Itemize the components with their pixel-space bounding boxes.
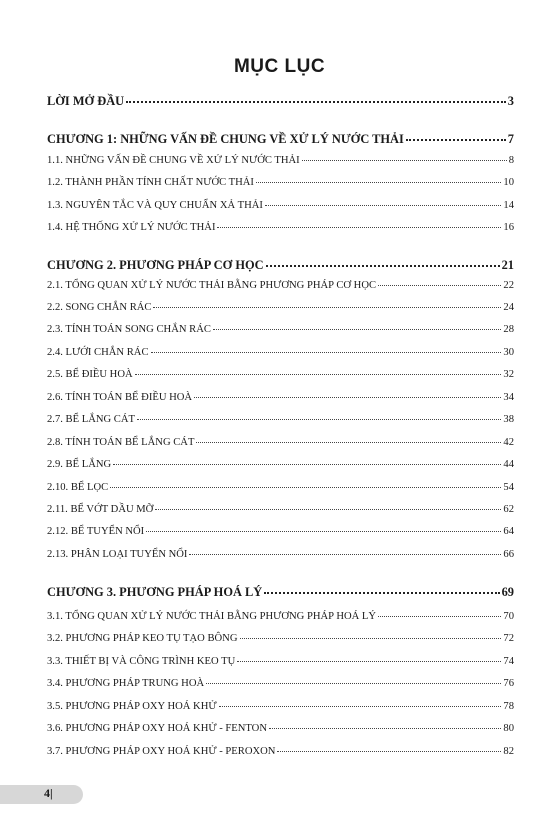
toc-leader-dots xyxy=(194,397,501,398)
page-number: 4| xyxy=(44,786,53,800)
toc-entry-label: 2.9. BỂ LẮNG xyxy=(47,459,112,470)
toc-entry-page: 66 xyxy=(503,549,514,560)
toc-chapter-entry xyxy=(47,132,514,147)
toc-leader-dots xyxy=(146,531,501,532)
toc-leader-dots xyxy=(240,638,502,639)
toc-entry-label: 2.10. BỂ LỌC xyxy=(47,482,109,493)
toc-entry-label: 2.8. TÍNH TOÁN BỂ LẮNG CÁT xyxy=(47,437,195,448)
toc-leader-dots xyxy=(378,285,501,286)
toc-entry-label: 1.1. NHỮNG VẤN ĐỀ CHUNG VỀ XỬ LÝ NƯỚC THẢI xyxy=(47,155,300,166)
toc-entry-page: 24 xyxy=(503,302,514,313)
toc-leader-dots xyxy=(213,329,501,330)
toc-leader-dots xyxy=(266,265,500,267)
toc-leader-dots xyxy=(206,683,501,684)
toc-entry-label: 3.3. THIẾT BỊ VÀ CÔNG TRÌNH KEO TỤ xyxy=(47,656,236,667)
toc-entry-page: 3 xyxy=(507,94,514,108)
toc-entry-label: 3.4. PHƯƠNG PHÁP TRUNG HOÀ xyxy=(47,678,205,689)
toc-chapter-entry xyxy=(47,258,514,273)
toc-entry-page: 78 xyxy=(503,701,514,712)
toc-entry-page: 72 xyxy=(503,633,514,644)
toc-section-entry xyxy=(47,414,514,425)
toc-entry-page: 38 xyxy=(503,414,514,425)
toc-entry-label: 1.4. HỆ THỐNG XỬ LÝ NƯỚC THẢI xyxy=(47,222,216,233)
toc-leader-dots xyxy=(151,352,502,353)
toc-section-entry xyxy=(47,155,514,166)
toc-entry-label: 2.3. TÍNH TOÁN SONG CHẮN RÁC xyxy=(47,324,211,335)
toc-section-entry xyxy=(47,177,514,188)
toc-entry-label: 2.6. TÍNH TOÁN BỂ ĐIỀU HOÀ xyxy=(47,392,193,403)
toc-section-entry xyxy=(47,656,514,667)
toc-leader-dots xyxy=(256,182,501,183)
toc-entry-label: 2.4. LƯỚI CHẮN RÁC xyxy=(47,347,149,358)
toc-leader-dots xyxy=(406,139,506,141)
toc-section-entry xyxy=(47,324,514,335)
toc-entry-label: 1.2. THÀNH PHẦN TÍNH CHẤT NƯỚC THẢI xyxy=(47,177,254,188)
page-number-tab xyxy=(0,785,83,804)
toc-entry-page: 74 xyxy=(503,656,514,667)
toc-leader-dots xyxy=(378,616,501,617)
toc-section-entry xyxy=(47,678,514,689)
toc-entry-label: 3.2. PHƯƠNG PHÁP KEO TỤ TẠO BÔNG xyxy=(47,633,238,644)
toc-entry-page: 10 xyxy=(503,177,514,188)
toc-entry-page: 69 xyxy=(501,585,514,599)
toc-entry-label: 2.1. TỔNG QUAN XỬ LÝ NƯỚC THẢI BẰNG PHƯƠNG PHÁP CƠ HỌC xyxy=(47,280,377,291)
toc-leader-dots xyxy=(153,307,501,308)
toc-chapter-entry xyxy=(47,585,514,600)
toc-section-entry xyxy=(47,746,514,757)
toc-entry-label: 1.3. NGUYÊN TẮC VÀ QUY CHUẨN XẢ THẢI xyxy=(47,200,263,211)
toc-section-entry xyxy=(47,392,514,403)
toc-leader-dots xyxy=(219,706,502,707)
toc-leader-dots xyxy=(237,661,501,662)
toc-entry-page: 64 xyxy=(503,526,514,537)
toc-leader-dots xyxy=(155,509,501,510)
toc-section-entry xyxy=(47,549,514,560)
toc-leader-dots xyxy=(113,464,501,465)
toc-leader-dots xyxy=(277,751,501,752)
toc-entry-page: 30 xyxy=(503,347,514,358)
toc-entry-page: 54 xyxy=(503,482,514,493)
toc-leader-dots xyxy=(196,442,501,443)
toc-entry-page: 28 xyxy=(503,324,514,335)
toc-entry-label: 2.2. SONG CHẮN RÁC xyxy=(47,302,152,313)
toc-leader-dots xyxy=(110,487,501,488)
toc-chapter-entry xyxy=(47,94,514,109)
toc-entry-page: 44 xyxy=(503,459,514,470)
toc-section-entry xyxy=(47,701,514,712)
toc-entry-label: 2.11. BỂ VỚT DẦU MỠ xyxy=(47,504,154,515)
toc-leader-dots xyxy=(264,592,499,594)
toc-section-entry xyxy=(47,504,514,515)
toc-section-entry xyxy=(47,459,514,470)
toc-entry-page: 21 xyxy=(501,258,514,272)
toc-section-entry xyxy=(47,347,514,358)
toc-section-entry xyxy=(47,369,514,380)
toc-entry-label: 3.6. PHƯƠNG PHÁP OXY HOÁ KHỬ - FENTON xyxy=(47,723,267,734)
toc-entry-label: 2.5. BỂ ĐIỀU HOÀ xyxy=(47,369,133,380)
toc-entry-page: 14 xyxy=(503,200,514,211)
toc-entry-page: 16 xyxy=(503,222,514,233)
toc-entry-page: 32 xyxy=(503,369,514,380)
toc-entry-page: 62 xyxy=(503,504,514,515)
toc-section-entry xyxy=(47,437,514,448)
toc-entry-page: 34 xyxy=(503,392,514,403)
toc-leader-dots xyxy=(137,419,501,420)
toc-section-entry xyxy=(47,482,514,493)
toc-entry-label: CHƯƠNG 2. PHƯƠNG PHÁP CƠ HỌC xyxy=(47,258,264,272)
toc-entry-label: 2.12. BỂ TUYỂN NỔI xyxy=(47,526,145,537)
toc-entry-label: 2.13. PHÂN LOẠI TUYỂN NỔI xyxy=(47,549,188,560)
toc-entry-page: 22 xyxy=(503,280,514,291)
toc-entry-page: 7 xyxy=(507,132,514,146)
toc-section-entry xyxy=(47,302,514,313)
toc-leader-dots xyxy=(269,728,501,729)
toc-entry-page: 8 xyxy=(508,155,514,166)
toc-section-entry xyxy=(47,723,514,734)
toc-section-entry xyxy=(47,200,514,211)
toc-entry-label: 3.7. PHƯƠNG PHÁP OXY HOÁ KHỬ - PEROXON xyxy=(47,746,276,757)
toc-leader-dots xyxy=(126,101,506,103)
toc-entry-label: CHƯƠNG 1: NHỮNG VẤN ĐỀ CHUNG VỀ XỬ LÝ NƯỚC THẢI xyxy=(47,132,404,146)
page-title: MỤC LỤC xyxy=(233,56,326,77)
toc-entry-page: 42 xyxy=(503,437,514,448)
toc-section-entry xyxy=(47,280,514,291)
toc-leader-dots xyxy=(217,227,501,228)
toc-leader-dots xyxy=(135,374,502,375)
toc-entry-label: 3.5. PHƯƠNG PHÁP OXY HOÁ KHỬ xyxy=(47,701,217,712)
toc-entry-label: 3.1. TỔNG QUAN XỬ LÝ NƯỚC THẢI BẰNG PHƯƠNG PHÁP HOÁ LÝ xyxy=(47,611,377,622)
toc-leader-dots xyxy=(189,554,501,555)
toc-leader-dots xyxy=(302,160,507,161)
toc-entry-page: 76 xyxy=(503,678,514,689)
toc-entry-page: 82 xyxy=(503,746,514,757)
toc-section-entry xyxy=(47,633,514,644)
toc-entry-label: LỜI MỞ ĐẦU xyxy=(47,94,125,108)
toc-entry-label: CHƯƠNG 3. PHƯƠNG PHÁP HOÁ LÝ xyxy=(47,585,263,599)
toc-entry-label: 2.7. BỂ LẮNG CÁT xyxy=(47,414,135,425)
toc-section-entry xyxy=(47,526,514,537)
toc-section-entry xyxy=(47,611,514,622)
toc-leader-dots xyxy=(265,205,502,206)
toc-section-entry xyxy=(47,222,514,233)
toc-entry-page: 80 xyxy=(503,723,514,734)
toc-entry-page: 70 xyxy=(503,611,514,622)
